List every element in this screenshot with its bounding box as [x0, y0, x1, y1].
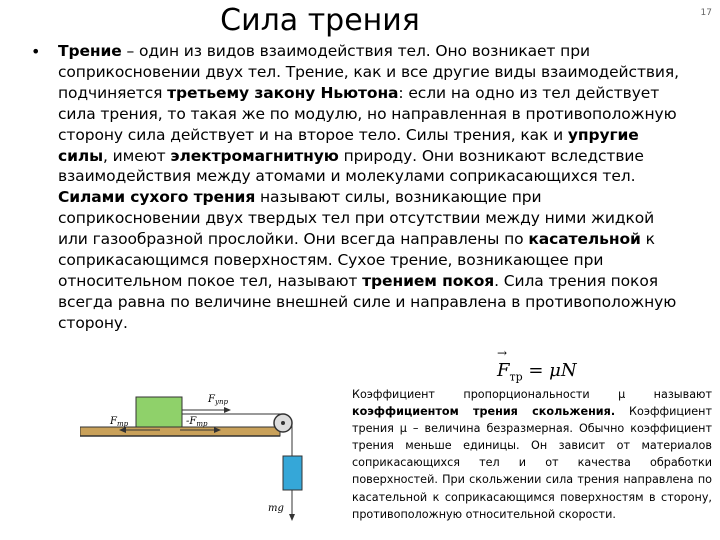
- text-run: природу. Они возникают вследствие взаимодействия между атомами и молекулами соприкасающихся тел.: [58, 146, 644, 186]
- term-tangent: касательной: [528, 230, 641, 249]
- label-f-tr: $F_{тр}$: [110, 416, 129, 428]
- slide-title: Сила трения: [220, 3, 420, 38]
- text-run: : если на одно из тел действует сила трения, то такая же по модулю, но направленная в противоположную сторону сила действует и на второе тело. Силы трения, как и: [58, 83, 677, 144]
- coefficient-paragraph: [352, 386, 712, 523]
- term-friction: Трение: [58, 42, 122, 60]
- term-elastic-forces: упругие силы: [58, 125, 639, 165]
- term-dry-friction: Силами сухого трения: [58, 188, 256, 207]
- text-run: Коэффициент пропорциональности μ называют: [352, 388, 712, 401]
- label-f-upr: $F_{упр}$: [208, 394, 229, 406]
- term-electromagnetic: электромагнитную: [170, 146, 339, 165]
- table-surface: [80, 427, 280, 436]
- label-minus-f-tr: $-F_{тр}$: [186, 416, 208, 428]
- term-static-friction: трением покоя: [362, 271, 495, 290]
- main-paragraph: [58, 41, 688, 334]
- text-run: Коэффициент трения μ – величина безразмерная. Обычно коэффициент трения меньше единицы. Он зависит от материалов соприкасающихся тел и от качества обработки поверхностей. При скольжении сила трения направлена по касательной к соприкасающимся поверхностям в сторону, противоположную относительной скорости.: [352, 405, 712, 521]
- formula-f: → F: [497, 360, 510, 381]
- term-sliding-coefficient: коэффициентом трения скольжения.: [352, 405, 616, 419]
- text-run: , имеют: [103, 146, 171, 165]
- text-run: – один из видов взаимодействия тел. Оно возникает при соприкосновении двух тел. Трение, как и все другие виды взаимодействия, подчиняется: [58, 42, 679, 102]
- friction-formula: [497, 360, 577, 384]
- formula-sub: тр: [509, 370, 523, 384]
- text-run: называют силы, возникающие при соприкосновении двух твердых тел при отсутствии между ними жидкой или газообразной прослойки. Они всегда направлены по: [58, 188, 655, 249]
- hanging-weight: [283, 456, 302, 490]
- bullet-marker: •: [31, 42, 41, 61]
- pulley-axle: [281, 421, 285, 425]
- text-run: . Сила трения покоя всегда равна по величине внешней силе и направлена в противоположную сторону.: [58, 271, 677, 332]
- friction-diagram: [80, 380, 305, 530]
- slide-number: 17: [700, 8, 712, 18]
- text-run: к соприкасающимся поверхностям. Сухое трение, возникающее при относительном покое тел, называют: [58, 230, 655, 290]
- term-newton-third-law: третьему закону Ньютона: [167, 83, 399, 102]
- label-mg: mg: [268, 503, 284, 514]
- formula-rhs: = μN: [522, 360, 577, 381]
- sliding-block: [136, 397, 182, 427]
